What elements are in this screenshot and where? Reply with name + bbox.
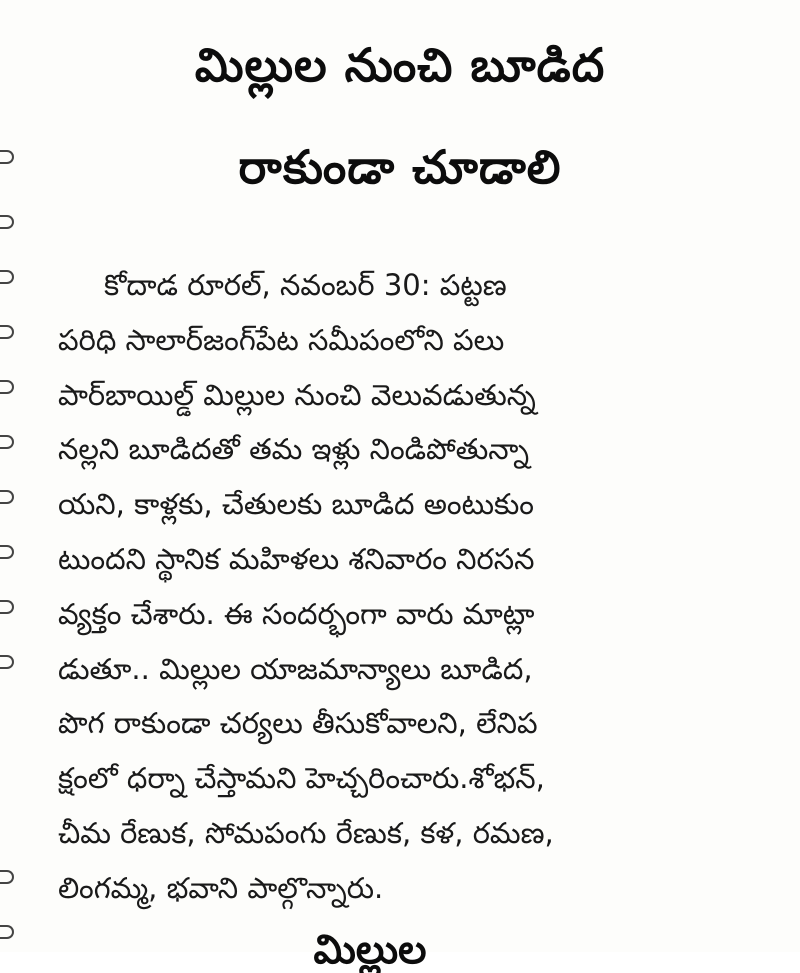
glyph-fragment <box>0 150 14 164</box>
article-line: పార్‌బాయిల్డ్ మిల్లుల నుంచి వెలువడుతున్న <box>58 377 536 412</box>
glyph-fragment <box>0 325 14 339</box>
glyph-fragment <box>0 490 14 504</box>
article-line: కోదాడ రూరల్, నవంబర్ 30: పట్టణ <box>104 268 507 302</box>
article-line: యని, కాళ్లకు, చేతులకు బూడిద అంటుకుం <box>58 487 534 522</box>
article-body <box>58 258 670 916</box>
article-line: పరిధి సాలార్‌జంగ్‌పేట సమీపంలోని పలు <box>58 322 505 357</box>
article-line: క్షంలో ధర్నా చేస్తామని హెచ్చరించారు.శోభన్, <box>58 761 545 796</box>
glyph-fragment <box>0 600 14 614</box>
article-line: నల్లని బూడిదతో తమ ఇళ్లు నిండిపోతున్నా <box>58 432 530 467</box>
glyph-fragment <box>0 215 14 229</box>
glyph-fragment <box>0 270 14 284</box>
article-line: పొగ రాకుండా చర్యలు తీసుకోవాలని, లేనిప <box>58 706 538 741</box>
glyph-fragment <box>0 655 14 669</box>
headline-line-2: రాకుండా చూడాలి <box>238 140 562 194</box>
glyph-fragment <box>0 545 14 559</box>
article-line: డుతూ.. మిల్లుల యాజమాన్యాలు బూడిద, <box>58 651 533 686</box>
glyph-fragment <box>0 925 14 939</box>
article-line: లింగమ్మ, భవాని పాల్గొన్నారు. <box>58 870 384 905</box>
article-line: చీమ రేణుక, సోమపంగు రేణుక, కళ, రమణ, <box>58 815 554 850</box>
glyph-fragment <box>0 435 14 449</box>
article-line: వ్యక్తం చేశారు. ఈ సందర్భంగా వారు మాట్లా <box>58 596 535 631</box>
headline-line-1: మిల్లుల నుంచి బూడిద <box>194 38 606 92</box>
glyph-fragment <box>0 380 14 394</box>
article-line: టుందని స్థానిక మహిళలు శనివారం నిరసన <box>58 541 535 576</box>
next-headline-fragment: మిల్లుల <box>313 927 427 973</box>
adjacent-column-edge <box>0 130 18 952</box>
next-article-headline-cropped <box>120 927 620 973</box>
glyph-fragment <box>0 870 14 884</box>
